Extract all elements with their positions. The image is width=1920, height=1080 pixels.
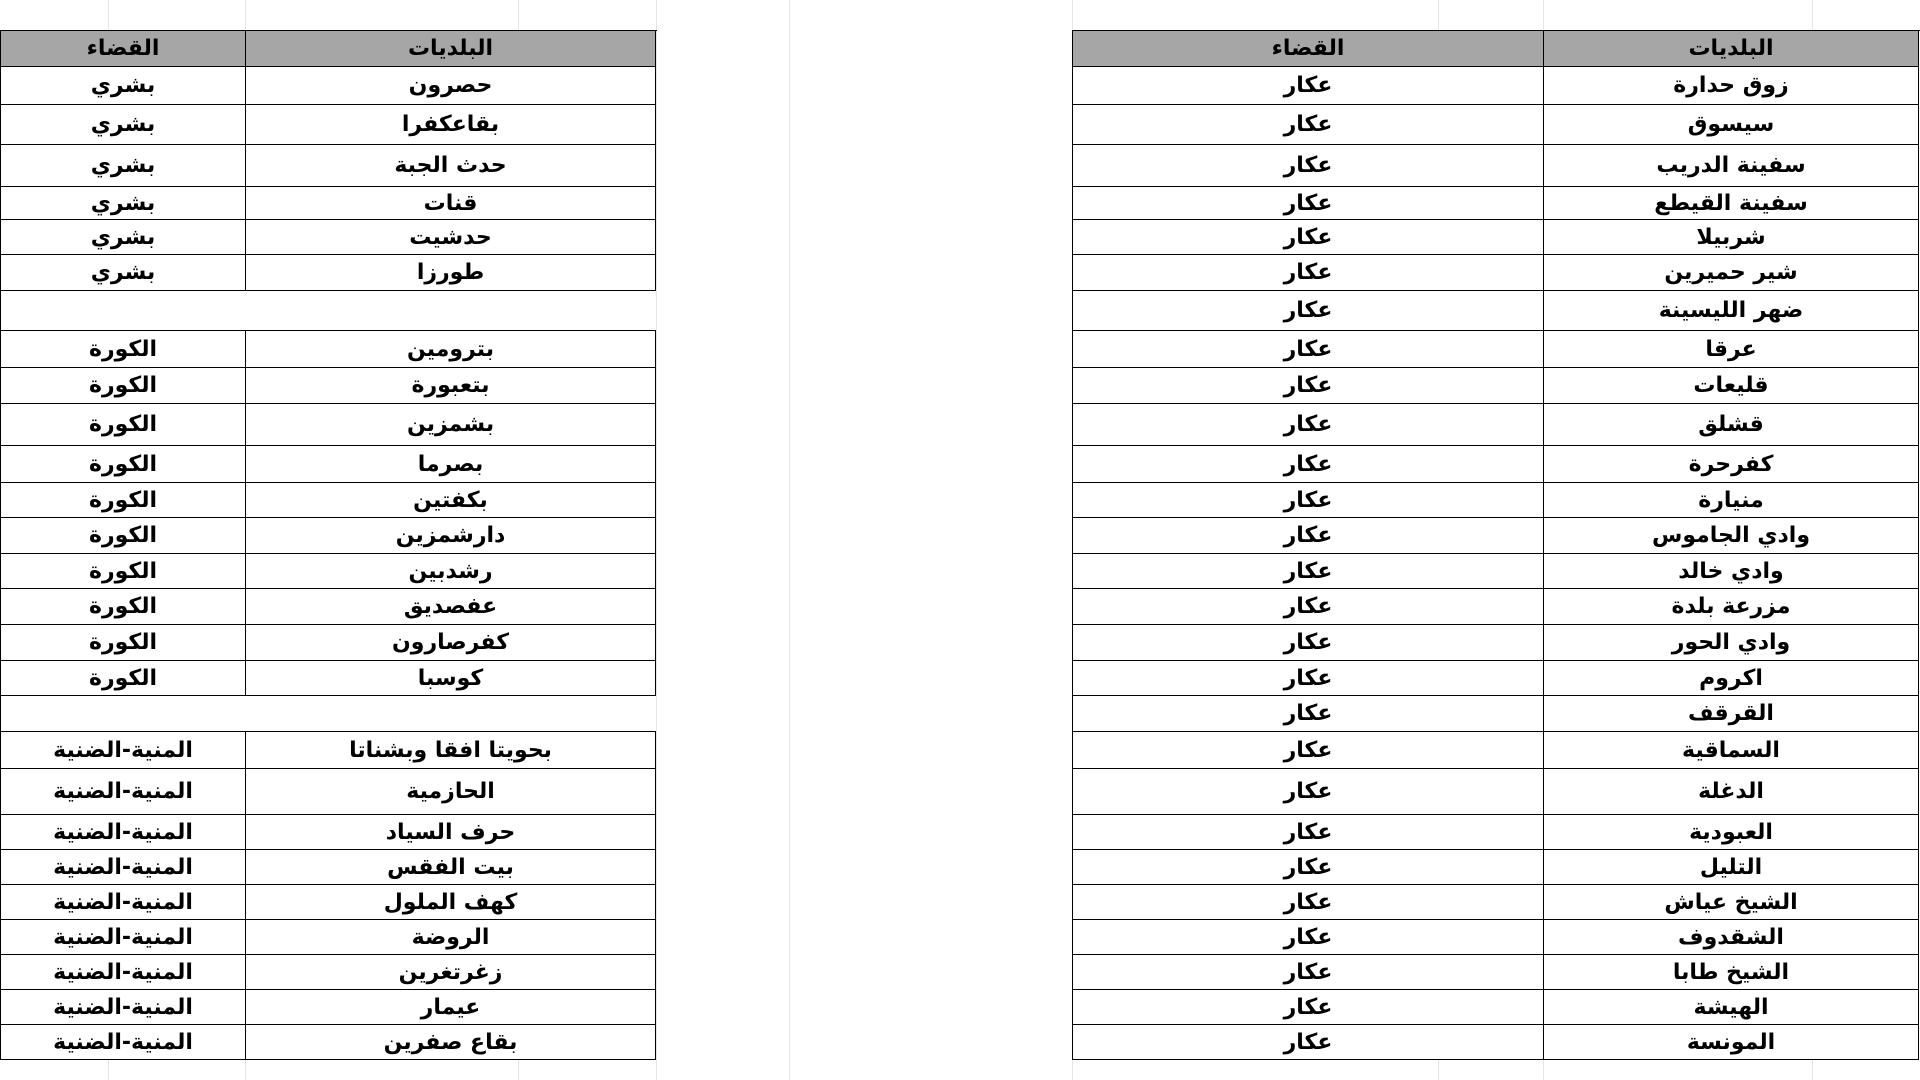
municipality-cell[interactable]: المونسة xyxy=(1544,1025,1919,1060)
municipality-cell[interactable]: الدغلة xyxy=(1544,769,1919,815)
municipality-cell[interactable]: دارشمزين xyxy=(246,518,656,554)
municipality-cell[interactable]: وادي الجاموس xyxy=(1544,518,1919,554)
header-municipalities[interactable]: البلديات xyxy=(246,31,656,67)
municipality-cell[interactable]: الروضة xyxy=(246,920,656,955)
district-cell[interactable]: عكار xyxy=(1073,105,1544,145)
district-cell[interactable]: المنية-الضنية xyxy=(1,1025,246,1060)
municipality-cell[interactable]: السماقية xyxy=(1544,732,1919,769)
municipality-cell[interactable]: وادي خالد xyxy=(1544,554,1919,589)
district-cell[interactable]: المنية-الضنية xyxy=(1,885,246,920)
municipality-cell[interactable]: سفينة القيطع xyxy=(1544,187,1919,220)
district-cell[interactable]: الكورة xyxy=(1,368,246,404)
district-cell[interactable]: الكورة xyxy=(1,446,246,483)
district-cell[interactable]: عكار xyxy=(1073,990,1544,1025)
municipality-cell[interactable]: حصرون xyxy=(246,67,656,105)
empty-cell[interactable] xyxy=(1,696,246,732)
municipality-cell[interactable]: بيت الفقس xyxy=(246,850,656,885)
municipality-cell[interactable]: سيسوق xyxy=(1544,105,1919,145)
header-municipalities[interactable]: البلديات xyxy=(1544,31,1919,67)
municipality-cell[interactable]: بترومين xyxy=(246,331,656,368)
district-cell[interactable]: الكورة xyxy=(1,331,246,368)
municipality-cell[interactable]: الحازمية xyxy=(246,769,656,815)
district-cell[interactable]: بشري xyxy=(1,220,246,255)
district-cell[interactable]: عكار xyxy=(1073,483,1544,518)
municipality-cell[interactable]: قشلق xyxy=(1544,404,1919,446)
municipality-cell[interactable]: التليل xyxy=(1544,850,1919,885)
district-cell[interactable]: عكار xyxy=(1073,920,1544,955)
municipality-cell[interactable]: كهف الملول xyxy=(246,885,656,920)
district-cell[interactable]: المنية-الضنية xyxy=(1,732,246,769)
district-cell[interactable]: عكار xyxy=(1073,815,1544,850)
municipality-cell[interactable]: بحويتا افقا وبشناتا xyxy=(246,732,656,769)
district-cell[interactable]: الكورة xyxy=(1,589,246,625)
municipality-cell[interactable]: قنات xyxy=(246,187,656,220)
district-cell[interactable]: عكار xyxy=(1073,732,1544,769)
municipality-cell[interactable]: شربيلا xyxy=(1544,220,1919,255)
district-cell[interactable]: المنية-الضنية xyxy=(1,815,246,850)
municipality-cell[interactable]: الشيخ عياش xyxy=(1544,885,1919,920)
district-cell[interactable]: عكار xyxy=(1073,850,1544,885)
municipality-cell[interactable]: زغرتغرين xyxy=(246,955,656,990)
municipality-cell[interactable]: منيارة xyxy=(1544,483,1919,518)
municipality-cell[interactable]: سفينة الدريب xyxy=(1544,145,1919,187)
district-cell[interactable]: المنية-الضنية xyxy=(1,920,246,955)
district-cell[interactable]: عكار xyxy=(1073,291,1544,331)
district-cell[interactable]: عكار xyxy=(1073,769,1544,815)
district-cell[interactable]: بشري xyxy=(1,255,246,291)
district-cell[interactable]: بشري xyxy=(1,187,246,220)
district-cell[interactable]: عكار xyxy=(1073,589,1544,625)
municipality-cell[interactable]: الشقدوف xyxy=(1544,920,1919,955)
municipality-cell[interactable]: كفرصارون xyxy=(246,625,656,661)
district-cell[interactable]: بشري xyxy=(1,105,246,145)
district-cell[interactable]: عكار xyxy=(1073,625,1544,661)
district-cell[interactable]: المنية-الضنية xyxy=(1,955,246,990)
municipality-cell[interactable]: كوسبا xyxy=(246,661,656,696)
district-cell[interactable]: عكار xyxy=(1073,67,1544,105)
district-cell[interactable]: عكار xyxy=(1073,255,1544,291)
municipality-cell[interactable]: بصرما xyxy=(246,446,656,483)
municipality-cell[interactable]: حرف السياد xyxy=(246,815,656,850)
district-cell[interactable]: الكورة xyxy=(1,625,246,661)
municipality-cell[interactable]: طورزا xyxy=(246,255,656,291)
district-cell[interactable]: عكار xyxy=(1073,955,1544,990)
municipality-cell[interactable]: زوق حدارة xyxy=(1544,67,1919,105)
municipality-cell[interactable]: الشيخ طابا xyxy=(1544,955,1919,990)
municipality-cell[interactable]: بقاعكفرا xyxy=(246,105,656,145)
municipality-cell[interactable]: بقاع صفرين xyxy=(246,1025,656,1060)
district-cell[interactable]: عكار xyxy=(1073,1025,1544,1060)
right-municipalities-table xyxy=(1072,30,1920,1060)
municipality-cell[interactable]: بكفتين xyxy=(246,483,656,518)
empty-cell[interactable] xyxy=(246,696,656,732)
municipality-cell[interactable]: بتعبورة xyxy=(246,368,656,404)
municipality-cell[interactable]: عيمار xyxy=(246,990,656,1025)
district-cell[interactable]: الكورة xyxy=(1,404,246,446)
district-cell[interactable]: المنية-الضنية xyxy=(1,990,246,1025)
district-cell[interactable]: عكار xyxy=(1073,145,1544,187)
district-cell[interactable]: عكار xyxy=(1073,885,1544,920)
municipality-cell[interactable]: عرقا xyxy=(1544,331,1919,368)
district-cell[interactable]: عكار xyxy=(1073,331,1544,368)
district-cell[interactable]: الكورة xyxy=(1,554,246,589)
municipality-cell[interactable]: عفصديق xyxy=(246,589,656,625)
district-cell[interactable]: الكورة xyxy=(1,661,246,696)
municipality-cell[interactable]: اكروم xyxy=(1544,661,1919,696)
district-cell[interactable]: بشري xyxy=(1,145,246,187)
municipality-cell[interactable]: مزرعة بلدة xyxy=(1544,589,1919,625)
district-cell[interactable]: المنية-الضنية xyxy=(1,769,246,815)
municipality-cell[interactable]: قليعات xyxy=(1544,368,1919,404)
district-cell[interactable]: المنية-الضنية xyxy=(1,850,246,885)
district-cell[interactable]: عكار xyxy=(1073,696,1544,732)
district-cell[interactable]: عكار xyxy=(1073,220,1544,255)
district-cell[interactable]: الكورة xyxy=(1,518,246,554)
municipality-cell[interactable]: حدشيت xyxy=(246,220,656,255)
municipality-cell[interactable]: ضهر الليسينة xyxy=(1544,291,1919,331)
district-cell[interactable]: عكار xyxy=(1073,661,1544,696)
municipality-cell[interactable]: وادي الحور xyxy=(1544,625,1919,661)
district-cell[interactable]: عكار xyxy=(1073,554,1544,589)
municipality-cell[interactable]: رشدبين xyxy=(246,554,656,589)
municipality-cell[interactable]: شير حميرين xyxy=(1544,255,1919,291)
municipality-cell[interactable]: الهيشة xyxy=(1544,990,1919,1025)
left-municipalities-table xyxy=(0,30,657,1060)
district-cell[interactable]: عكار xyxy=(1073,404,1544,446)
municipality-cell[interactable]: العبودية xyxy=(1544,815,1919,850)
district-cell[interactable]: عكار xyxy=(1073,187,1544,220)
district-cell[interactable]: عكار xyxy=(1073,518,1544,554)
municipality-cell[interactable]: كفرحرة xyxy=(1544,446,1919,483)
district-cell[interactable]: عكار xyxy=(1073,446,1544,483)
header-district[interactable]: القضاء xyxy=(1073,31,1544,67)
municipality-cell[interactable]: حدث الجبة xyxy=(246,145,656,187)
municipality-cell[interactable]: القرقف xyxy=(1544,696,1919,732)
district-cell[interactable]: بشري xyxy=(1,67,246,105)
empty-cell[interactable] xyxy=(1,291,246,331)
empty-cell[interactable] xyxy=(246,291,656,331)
municipality-cell[interactable]: بشمزين xyxy=(246,404,656,446)
header-district[interactable]: القضاء xyxy=(1,31,246,67)
district-cell[interactable]: الكورة xyxy=(1,483,246,518)
district-cell[interactable]: عكار xyxy=(1073,368,1544,404)
